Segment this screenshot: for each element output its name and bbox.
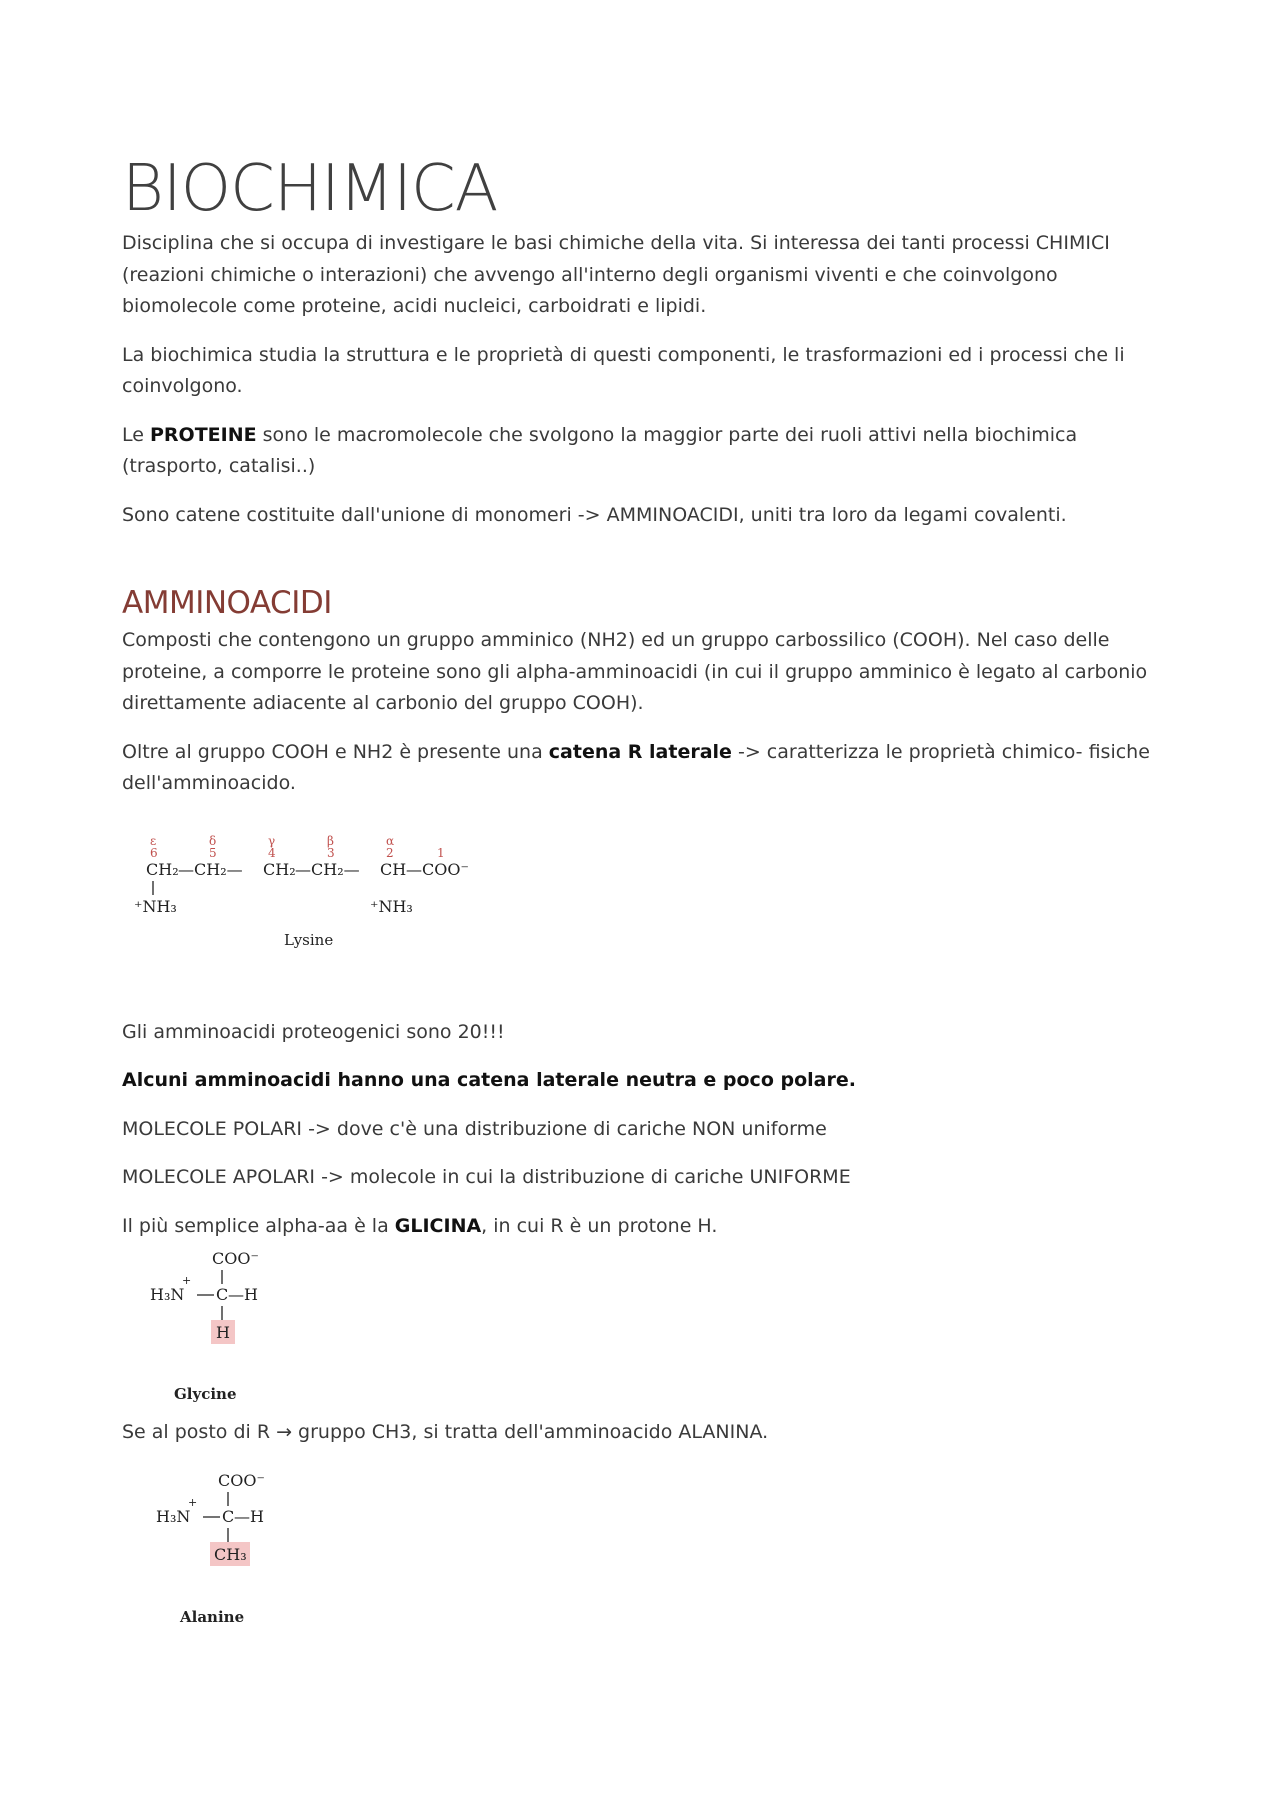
amino-group: H₃N [156,1506,191,1526]
bold-term-glicina: GLICINA [394,1214,482,1237]
text-segment: -> caratterizza le proprietà chimico- fisiche dell'amminoacido. [122,740,1150,794]
text-segment: gruppo CH3, si tratta dell'amminoacido ALANINA. [292,1421,769,1443]
carbon-number: 5 [209,845,217,860]
spacer [122,977,1162,1017]
amino-group: H₃N [150,1285,185,1304]
greek-label: β [327,833,334,848]
section-paragraph-8 [122,1417,1162,1449]
charge-sign: + [182,1274,192,1287]
charge-sign: + [188,1495,198,1509]
hydrogen-group: —H [228,1285,258,1304]
molecule-label: Glycine [174,1385,237,1403]
text-segment: Il più semplice alpha-aa è la [122,1214,395,1237]
page-title: BIOCHIMICA [122,152,498,226]
alpha-carbon: C [222,1506,235,1526]
text-segment: , in cui R è un protone H. [481,1214,718,1237]
greek-label: ε [150,833,157,848]
bold-term-catena: catena R laterale [548,740,732,763]
document-page [122,150,1162,1642]
chain-group: CH₂ [263,859,296,879]
chain-group: —COO⁻ [406,859,469,879]
section-paragraph-4: Alcuni amminoacidi hanno una catena laterale neutra e poco polare. [122,1069,856,1091]
glycine-structure-svg [122,1242,382,1417]
section-paragraph-7 [122,1211,1162,1243]
greek-label: α [386,833,395,848]
chain-group: CH [380,859,407,879]
section-paragraph-2 [122,737,1162,800]
text-segment: Oltre al gruppo COOH e NH2 è presente una [122,740,549,763]
intro-paragraph-3 [122,420,1162,483]
greek-label: δ [209,833,217,848]
chain-group: —CH₂— [178,859,243,879]
right-arrow-icon: → [276,1421,292,1443]
amino-group-left: ⁺NH₃ [134,896,177,916]
greek-label: γ [268,833,276,848]
text-segment: sono le macromolecole che svolgono la maggior parte dei ruoli attivi nella biochimica (trasporto, catalisi..) [122,423,1078,477]
glycine-structure-figure [122,1242,1162,1417]
carbon-number: 6 [150,845,158,860]
carbon-number: 1 [437,845,445,860]
intro-paragraph-1: Disciplina che si occupa di investigare le basi chimiche della vita. Si interessa dei tanti processi CHIMICI (reazioni chimiche o interazioni) che avvengo all'interno degli organismi viventi e che coinvolgono biomolecole come proteine, acidi nucleici, carboidrati e lipidi. [122,232,1110,317]
alpha-carbon: C [216,1285,229,1304]
molecule-label: Lysine [284,930,334,949]
chain-group: CH₂ [146,859,179,879]
section-paragraph-5: MOLECOLE POLARI -> dove c'è una distribuzione di cariche NON uniforme [122,1117,827,1140]
r-group: CH₃ [214,1544,247,1564]
section-paragraph-6: MOLECOLE APOLARI -> molecole in cui la distribuzione di cariche UNIFORME [122,1166,851,1188]
alanine-structure-svg [122,1462,382,1642]
alanine-structure-figure [122,1462,1162,1642]
section-paragraph-3: Gli amminoacidi proteogenici sono 20!!! [122,1020,505,1043]
molecule-label: Alanine [180,1607,245,1626]
carbon-number: 3 [327,845,335,860]
section-heading: AMMINOACIDI [122,585,332,621]
carboxyl-group: COO⁻ [212,1249,259,1268]
amino-group-right: ⁺NH₃ [370,896,413,916]
text-segment: Le [122,423,150,446]
chain-group: —CH₂— [295,859,360,879]
carbon-number: 2 [386,845,394,860]
carboxyl-group: COO⁻ [218,1470,265,1490]
hydrogen-group: —H [234,1506,264,1526]
carbon-number: 4 [268,845,276,860]
section-paragraph-1: Composti che contengono un gruppo amminico (NH2) ed un gruppo carbossilico (COOH). Nel caso delle proteine, a comporre le proteine sono gli alpha-amminoacidi (in cui il gruppo amminico è legato al carbonio direttamente adiacente al carbonio del gruppo COOH). [122,629,1148,714]
intro-paragraph-4: Sono catene costituite dall'unione di monomeri -> AMMINOACIDI, uniti tra loro da legami covalenti. [122,503,1067,526]
bold-term-proteine: PROTEINE [149,423,257,446]
intro-paragraph-2: La biochimica studia la struttura e le proprietà di questi componenti, le trasformazioni ed i processi che li coinvolgono. [122,343,1125,397]
r-group: H [216,1323,230,1342]
lysine-structure-svg [122,817,522,977]
lysine-structure-figure [122,817,1162,977]
text-segment: Se al posto di R [122,1421,277,1443]
